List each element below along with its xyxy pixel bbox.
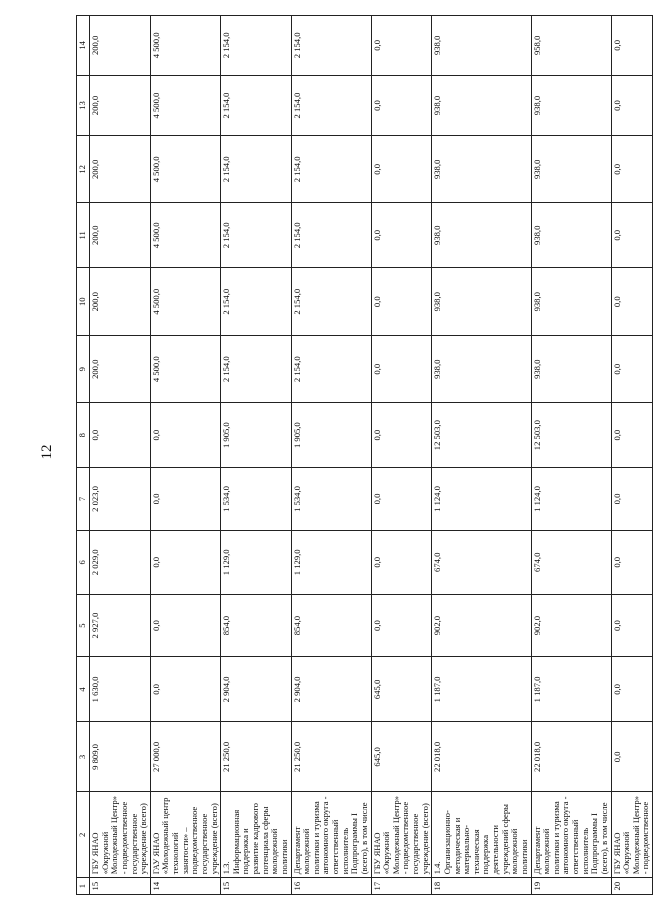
value-cell: 22 018,0 — [432, 722, 531, 792]
value-cell: 0,0 — [611, 268, 653, 336]
page-number: 12 — [39, 444, 55, 460]
value-cell: 1 534,0 — [221, 468, 291, 531]
value-cell: 4 500,0 — [150, 203, 220, 268]
row-number-cell: 14 — [150, 878, 220, 895]
value-cell: 4 500,0 — [150, 136, 220, 203]
column-header: 10 — [77, 268, 90, 336]
value-cell: 200,0 — [90, 136, 151, 203]
column-header: 12 — [77, 136, 90, 203]
column-header: 4 — [77, 657, 90, 722]
row-name-cell: Департамент молодежной политики и туризма автономного округа - ответственный исполнитель Подпрограммы I (всего), в том числе — [291, 792, 371, 878]
value-cell: 27 000,0 — [150, 722, 220, 792]
value-cell: 2 154,0 — [291, 75, 371, 136]
row-number-cell: 17 — [371, 878, 432, 895]
value-cell: 0,0 — [611, 530, 653, 594]
value-cell: 2 154,0 — [291, 336, 371, 403]
table-row — [611, 16, 653, 895]
value-cell: 200,0 — [90, 336, 151, 403]
value-cell: 902,0 — [432, 594, 531, 657]
table-row — [371, 16, 432, 895]
value-cell: 938,0 — [531, 336, 611, 403]
value-cell: 938,0 — [432, 203, 531, 268]
value-cell: 0,0 — [90, 403, 151, 468]
column-header: 3 — [77, 722, 90, 792]
value-cell: 0,0 — [611, 468, 653, 531]
value-cell: 2 023,0 — [90, 468, 151, 531]
value-cell: 0,0 — [371, 468, 432, 531]
column-header: 14 — [77, 16, 90, 76]
value-cell: 2 154,0 — [291, 268, 371, 336]
value-cell: 21 250,0 — [221, 722, 291, 792]
column-header: 11 — [77, 203, 90, 268]
table-row — [221, 16, 291, 895]
table-row — [291, 16, 371, 895]
value-cell: 0,0 — [371, 75, 432, 136]
table-row — [150, 16, 220, 895]
value-cell: 1 124,0 — [432, 468, 531, 531]
value-cell: 0,0 — [611, 136, 653, 203]
value-cell: 854,0 — [291, 594, 371, 657]
row-number-cell: 15 — [90, 878, 151, 895]
value-cell: 645,0 — [371, 722, 432, 792]
table-row — [531, 16, 611, 895]
column-header: 7 — [77, 468, 90, 531]
value-cell: 2 154,0 — [291, 136, 371, 203]
value-cell: 674,0 — [531, 530, 611, 594]
row-name-cell: ГБУ ЯНАО «Окружной Молодежный Центр» - подведомственное — [611, 792, 653, 878]
value-cell: 958,0 — [531, 16, 611, 76]
value-cell: 0,0 — [150, 403, 220, 468]
row-number-cell: 16 — [291, 878, 371, 895]
value-cell: 1 905,0 — [291, 403, 371, 468]
column-header: 2 — [77, 792, 90, 878]
value-cell: 938,0 — [531, 203, 611, 268]
value-cell: 0,0 — [150, 468, 220, 531]
value-cell: 938,0 — [432, 16, 531, 76]
value-cell: 2 154,0 — [291, 16, 371, 76]
value-cell: 938,0 — [432, 268, 531, 336]
value-cell: 0,0 — [371, 530, 432, 594]
value-cell: 12 503,0 — [432, 403, 531, 468]
budget-table — [76, 15, 653, 895]
value-cell: 0,0 — [611, 403, 653, 468]
value-cell: 0,0 — [150, 657, 220, 722]
value-cell: 1 534,0 — [291, 468, 371, 531]
value-cell: 2 154,0 — [221, 16, 291, 76]
row-number-cell: 15 — [221, 878, 291, 895]
value-cell: 1 187,0 — [432, 657, 531, 722]
value-cell: 938,0 — [531, 268, 611, 336]
value-cell: 2 154,0 — [221, 203, 291, 268]
value-cell: 2 154,0 — [221, 336, 291, 403]
value-cell: 0,0 — [611, 336, 653, 403]
value-cell: 902,0 — [531, 594, 611, 657]
column-header: 5 — [77, 594, 90, 657]
value-cell: 2 904,0 — [221, 657, 291, 722]
value-cell: 9 809,0 — [90, 722, 151, 792]
value-cell: 938,0 — [432, 75, 531, 136]
rotated-table-container — [76, 15, 651, 895]
value-cell: 2 154,0 — [221, 75, 291, 136]
value-cell: 0,0 — [371, 403, 432, 468]
value-cell: 21 250,0 — [291, 722, 371, 792]
value-cell: 2 154,0 — [221, 268, 291, 336]
value-cell: 200,0 — [90, 75, 151, 136]
header-row — [77, 16, 90, 895]
value-cell: 0,0 — [371, 594, 432, 657]
value-cell: 0,0 — [371, 268, 432, 336]
value-cell: 200,0 — [90, 16, 151, 76]
value-cell: 1 124,0 — [531, 468, 611, 531]
value-cell: 1 129,0 — [221, 530, 291, 594]
row-number-cell: 18 — [432, 878, 531, 895]
value-cell: 938,0 — [432, 336, 531, 403]
value-cell: 0,0 — [611, 16, 653, 76]
row-name-cell: 1.4. Организационно-методическая и материально-техническая поддержка деятельности учреждений сферы молодежной политики — [432, 792, 531, 878]
value-cell: 645,0 — [371, 657, 432, 722]
row-name-cell: 1.3. Информационная поддержка и развитие кадрового потенциала сферы молодежной политики — [221, 792, 291, 878]
value-cell: 854,0 — [221, 594, 291, 657]
value-cell: 2 904,0 — [291, 657, 371, 722]
column-header: 13 — [77, 75, 90, 136]
value-cell: 200,0 — [90, 268, 151, 336]
column-header: 9 — [77, 336, 90, 403]
table-row — [90, 16, 151, 895]
value-cell: 0,0 — [611, 722, 653, 792]
value-cell: 1 129,0 — [291, 530, 371, 594]
value-cell: 2 927,0 — [90, 594, 151, 657]
value-cell: 22 018,0 — [531, 722, 611, 792]
value-cell: 674,0 — [432, 530, 531, 594]
value-cell: 4 500,0 — [150, 75, 220, 136]
value-cell: 0,0 — [371, 336, 432, 403]
value-cell: 2 029,0 — [90, 530, 151, 594]
value-cell: 4 500,0 — [150, 268, 220, 336]
row-name-cell: ГБУ ЯНАО «Окружной Молодежный Центр» - подведомственное государственное учреждение (всего) — [90, 792, 151, 878]
column-header: 8 — [77, 403, 90, 468]
value-cell: 938,0 — [531, 75, 611, 136]
value-cell: 0,0 — [611, 75, 653, 136]
value-cell: 0,0 — [611, 203, 653, 268]
column-header: 1 — [77, 878, 90, 895]
value-cell: 2 154,0 — [291, 203, 371, 268]
value-cell: 0,0 — [371, 16, 432, 76]
row-name-cell: Департамент молодежной политики и туризма автономного округа - ответственный исполнитель Подпрограммы I (всего), в том числе — [531, 792, 611, 878]
value-cell: 1 187,0 — [531, 657, 611, 722]
row-name-cell: ГАУ ЯНАО «Молодежный центр технологий занятости» – подведомственное государственное учреждение (всего) — [150, 792, 220, 878]
row-number-cell: 19 — [531, 878, 611, 895]
table-row — [432, 16, 531, 895]
value-cell: 0,0 — [611, 594, 653, 657]
value-cell: 0,0 — [371, 203, 432, 268]
value-cell: 0,0 — [371, 136, 432, 203]
value-cell: 0,0 — [150, 530, 220, 594]
value-cell: 4 500,0 — [150, 336, 220, 403]
value-cell: 1 630,0 — [90, 657, 151, 722]
row-name-cell: ГБУ ЯНАО «Окружной Молодежный Центр» - подведомственное государственное учреждение (всего) — [371, 792, 432, 878]
value-cell: 1 905,0 — [221, 403, 291, 468]
value-cell: 0,0 — [611, 657, 653, 722]
row-number-cell: 20 — [611, 878, 653, 895]
value-cell: 4 500,0 — [150, 16, 220, 76]
value-cell: 2 154,0 — [221, 136, 291, 203]
value-cell: 938,0 — [432, 136, 531, 203]
column-header: 6 — [77, 530, 90, 594]
value-cell: 938,0 — [531, 136, 611, 203]
value-cell: 12 503,0 — [531, 403, 611, 468]
value-cell: 0,0 — [150, 594, 220, 657]
value-cell: 200,0 — [90, 203, 151, 268]
